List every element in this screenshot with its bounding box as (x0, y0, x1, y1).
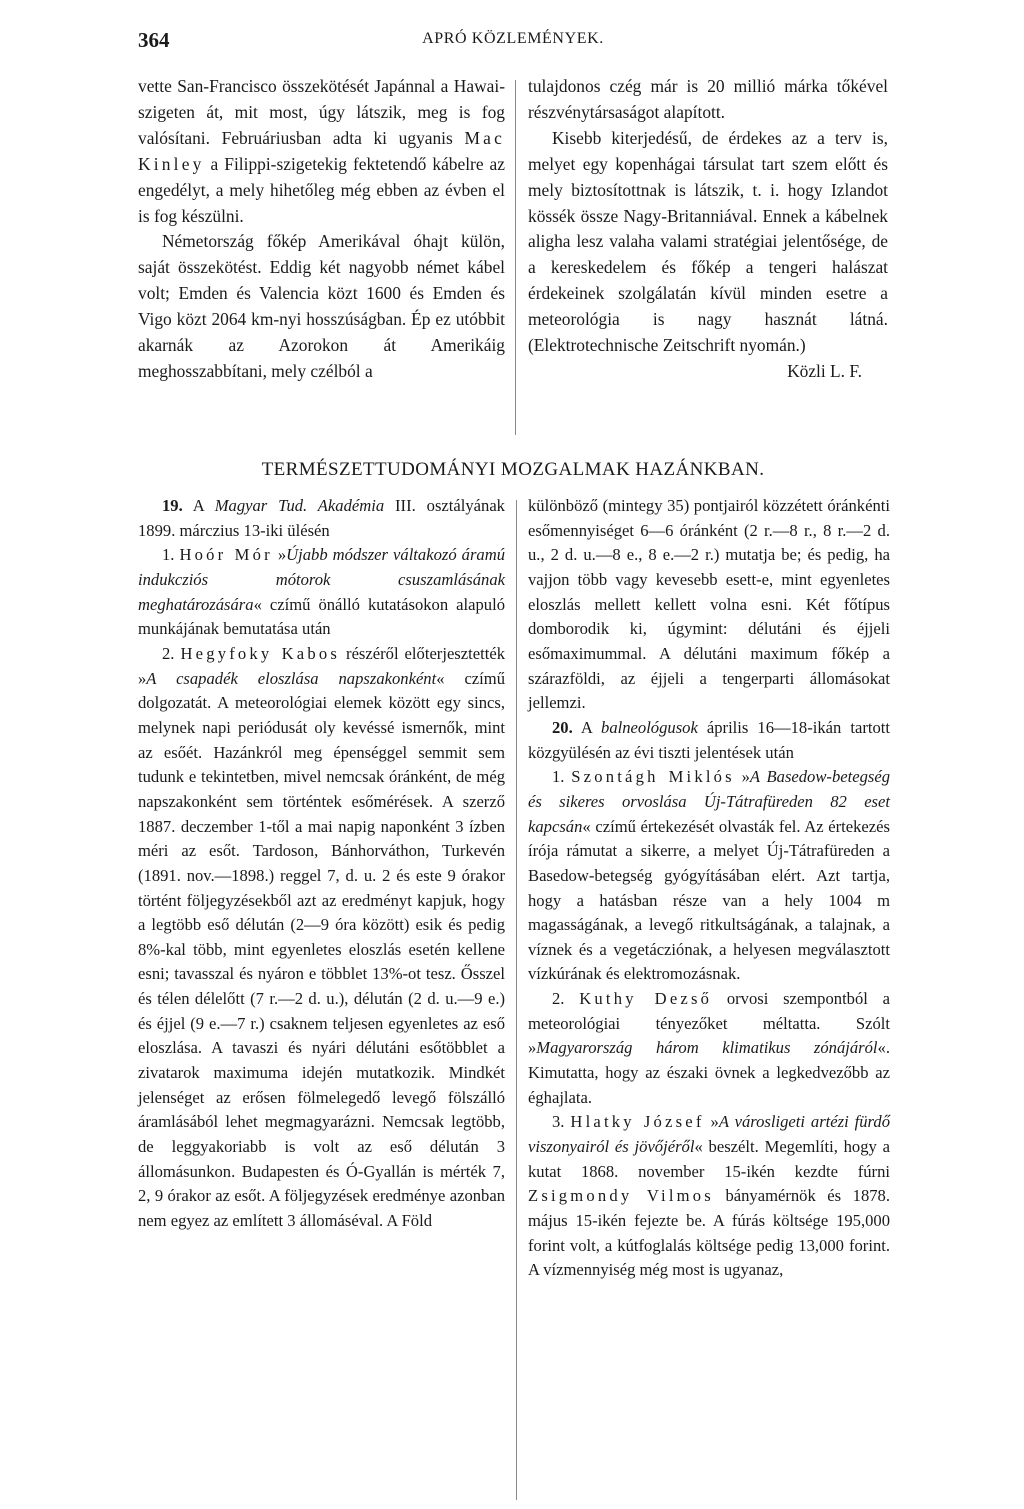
page-number: 364 (138, 28, 170, 52)
author-name: Hegyfoky Kabos (180, 643, 341, 663)
work-title: Újabb módszer váltakozó áramú indukcziós mótorok csuszamlásának meghatározására (138, 545, 505, 614)
entry-20-item-3: 3. Hlatky József »A városligeti artézi fürdő viszonyairól és jövőjéről« beszélt. Megemlíti, hogy a kutat 1868. november 15-ikén kezdte fúrni Zsigmondy Vilmos bányamérnök és 1878. május 15-ikén fejezte be. A fúrás költsége 195,000 forint volt, a kútfoglalás költsége pedig 13,000 forint. A vízmennyiség még most is ugyanaz, (528, 1112, 890, 1280)
entry-19-item-2: 2. Hegyfoky Kabos részéről előterjesztették »A csapadék eloszlása napszakonként« czímű dolgozatát. A meteorológiai elemek között egy sincs, melynek napi periódusát oly kevéssé ismernők, mint az esőét. Hazánkról meg épenséggel semmit sem tudunk e tekintetben, mivel nemcsak óránként, de még napszakonként sem történtek esőmérések. A szerző 1887. deczember 1-től a mai napig naponként 3 ízben méri az esőt. Tardoson, Bánhorváthon, Turkevén (1891. nov.—1898.) reggel 7, d. u. 2 és este 9 órakor történt följegyzésekből azt az eredményt kapjuk, hogy a legtöbb eső délután (2—9 óra között) esik és pedig 8%-kal több, mint egyenletes eloszlás esetén kellene esni; tavasszal és nyáron e többlet 13%-ot tesz. Ősszel és télen délelőtt (7 r.—2 d. u.), délután (2 d. u.—9 e.) és éjjel (9 e.—7 r.) csaknem teljesen egyenletes az eső eloszlása. A tavaszi és nyári délutáni esőtöbblet a zivatarok maximuma idején mutatkozik. Mindkét jelenséget az erősen fölmelegedő levegő fölszálló áramlásából lehet megmagyarázni. Nemcsak legtöbb, de leggyakoriabb is volt az eső délután 3 állomásunkon. Budapesten és Ó-Gyallán is mérték 7, 2, 9 órakor az esőt. A följegyzések eredménye azonban nem egyez az említett 3 állomáséval. A Föld (138, 643, 505, 1231)
entry-19-item-1: 1. Hoór Mór »Újabb módszer váltakozó áramú indukcziós mótorok csuszamlásának meghatározására« czímű önálló kutatásokon alapuló munkájának bemutatása után (138, 545, 505, 639)
paragraph-iceland-cable: Kisebb kiterjedésű, de érdekes az a terv is, melyet egy kopenhágai társulat tart szem előtt és mely biztosítottnak is látszik, t. i. hogy Izlandot kössék össze Nagy-Britanniával. Ennek a kábelnek aligha lesz valaha valami stratégiai jelentősége, de a kereskedelem és főkép a tengeri halászat érdekeinek szolgálatán kívül minden esetre a meteorológia is nagy hasznát látná. (Elektrotechnische Zeitschrift nyomán.) (528, 127, 888, 356)
paragraph-continuation: különböző (mintegy 35) pontjairól közzétett óránkénti esőmennyiséget 6—6 óránként (2 r.—8 r., 8 r.—2 d. u., 2 d. u.—8 e., 8 e.—2 r.) mutatja be; és pedig, ha vajjon több vagy kevesebb esett-e, mint egyenletes eloszlás mellett kellett volna esni. Két főtípus domborodik ki, úgymint: délutáni és éjjeli esőmaximummal. A délutáni maximum főkép a szárazföldi, az éjjeli a tengerparti állomásokat jellemzi. (528, 496, 890, 713)
paragraph-continuation: tulajdonos czég már is 20 millió márka tőkével részvénytársaságot alapított. (528, 76, 888, 122)
entry-20: 20. A balneológusok április 16—18-ikán tartott közgyülésén az évi tiszti jelentések után (528, 717, 890, 762)
author-name: Hoór Mór (179, 545, 273, 565)
author-name: Hlatky József (570, 1112, 705, 1132)
work-title: Magyarország három klimatikus zónájáról (536, 1038, 878, 1058)
institution-name: balneológusok (601, 717, 698, 737)
signature: Közli L. F. (787, 360, 862, 381)
column-divider (515, 80, 516, 435)
bottom-right-column (528, 494, 890, 1283)
paragraph-cable-japan: vette San-Francisco összekötését Japánnal a Hawai-szigeten át, mit most, úgy látszik, meg is fog valósítani. Februáriusban adta ki ugyanis Mac Kinley a Filippi-szigetekig fektetendő kábelre az engedélyt, a mely hihetőleg még ebben az évben el is fog készülni. (138, 76, 505, 226)
person-name: Mac Kinley (138, 127, 505, 174)
institution-name: Magyar Tud. Akadémia (214, 496, 385, 515)
work-title: A városligeti artézi fürdő viszonyairól és jövőjéről (528, 1112, 890, 1157)
entry-20-item-1: 1. Szontágh Miklós »A Basedow-betegség és sikeres orvoslása Új-Tátrafüreden 82 eset kapcsán« czímű értekezését olvasták fel. Az értekezés írója rámutat a sikerre, a melyet Új-Tátrafüreden a Basedow-betegség gyógyításában elért. Azt tartja, hogy a hatásban része van a hely 1004 m magasságának, a levegő ritkultságának, a talajnak, a víznek és a vegetácziónak, a helyesen megválasztott vízkúrának és elektromozásnak. (528, 767, 891, 984)
running-head: APRÓ KÖZLEMÉNYEK. (422, 30, 604, 47)
author-name: Szontágh Miklós (571, 767, 735, 787)
entry-19: 19. A Magyar Tud. Akadémia III. osztályának 1899. márczius 13-iki ülésén (138, 496, 505, 540)
entry-20-item-2: 2. Kuthy Dezső orvosi szempontból a meteorológiai tényezőket méltatta. Szólt »Magyarország három klimatikus zónájáról«. Kimutatta, hogy az északi övnek a legkedvezőbb az éghajlata. (528, 989, 890, 1107)
top-left-column (138, 74, 505, 385)
section-title: TERMÉSZETTUDOMÁNYI MOZGALMAK HAZÁNKBAN. (261, 459, 765, 480)
work-title: A csapadék eloszlása napszakonként (146, 668, 437, 688)
person-name: Zsigmondy Vilmos (528, 1186, 714, 1206)
author-name: Kuthy Dezső (579, 989, 713, 1009)
paragraph-germany-cable: Németország főkép Amerikával óhajt külön, saját összekötést. Eddig két nagyobb német kábel volt; Emden és Valencia közt 1600 és Emden és Vigo közt 2064 km-nyi hosszúságban. Ép ez utóbbit akarnák az Azorokon át Amerikáig meghosszabbítani, mely czélból a (138, 231, 505, 381)
work-title: A Basedow-betegség és sikeres orvoslása Új-Tátrafüreden 82 eset kapcsán (528, 767, 891, 836)
page-header (138, 28, 888, 58)
bottom-left-column (138, 494, 505, 1234)
top-right-column (528, 74, 888, 385)
column-divider (516, 500, 517, 1500)
